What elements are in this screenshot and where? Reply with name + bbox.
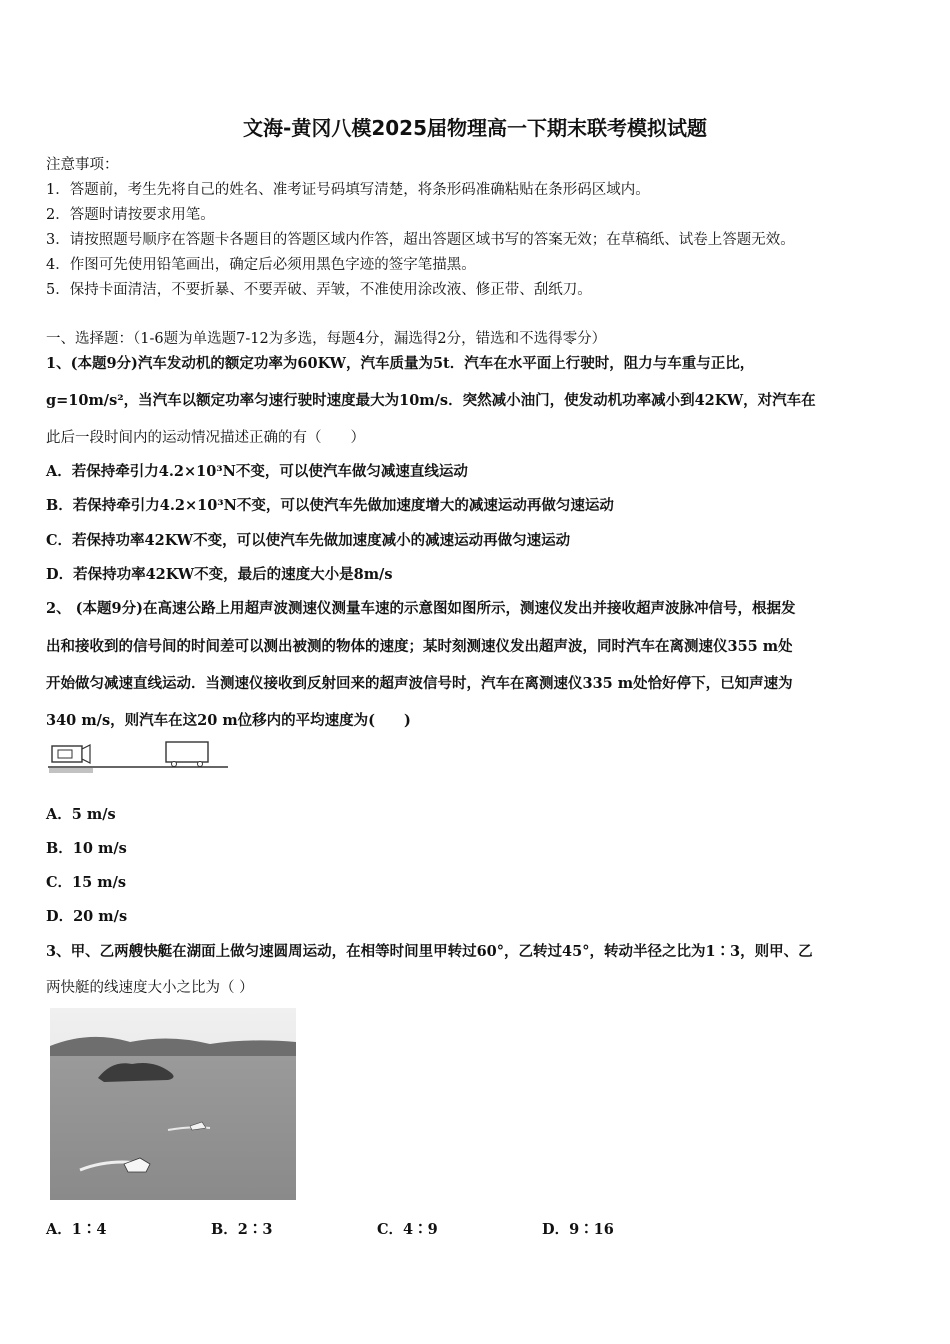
notice-item: 4．作图可先使用铅笔画出，确定后必须用黑色字迹的签字笔描黑。 [46, 257, 476, 273]
q2-option-c: C．15 m/s [46, 874, 127, 891]
q1-stem-line: 1、(本题9分)汽车发动机的额定功率为60KW，汽车质量为5t．汽车在水平面上行驶时，阻力与车重与正比， [46, 355, 755, 372]
q1-stem-line: 此后一段时间内的运动情况描述正确的有（ ） [46, 430, 365, 446]
q3-stem-line: 3、甲、乙两艘快艇在湖面上做匀速圆周运动，在相等时间里甲转过60°，乙转过45°，转动半径之比为1∶3，则甲、乙 [46, 943, 813, 960]
q2-stem-line: 2、 (本题9分)在高速公路上用超声波测速仪测量车速的示意图如图所示，测速仪发出并接收超声波脉冲信号，根据发 [46, 600, 796, 617]
q2-option-d: D．20 m/s [46, 908, 128, 925]
section-heading: 一、选择题：（1-6题为单选题7-12为多选，每题4分，漏选得2分，错选和不选得零分） [46, 331, 607, 347]
notice-item: 5．保持卡面清洁，不要折暴、不要弄破、弄皱，不准使用涂改液、修正带、刮纸刀。 [46, 282, 592, 298]
page-title: 文海-黄冈八模2025届物理高一下期末联考模拟试题 [243, 116, 707, 140]
speed-detector-icon [52, 745, 90, 763]
q1-stem-line: g=10m/s²，当汽车以额定功率匀速行驶时速度最大为10m/s．突然减小油门，使发动机功率减小到42KW，对汽车在 [46, 392, 816, 409]
q3-option-d: D．9∶16 [542, 1221, 614, 1238]
q2-option-a: A．5 m/s [46, 806, 116, 823]
car-icon [166, 742, 208, 767]
notice-item: 1．答题前，考生先将自己的姓名、准考证号码填写清楚，将条形码准确粘贴在条形码区域内。 [46, 182, 650, 198]
q2-option-b: B．10 m/s [46, 840, 127, 857]
lake-speedboats-photo [50, 1008, 296, 1200]
q3-stem-line: 两快艇的线速度大小之比为（ ） [46, 980, 254, 996]
q1-option-b: B．若保持牵引力4.2×10³N不变，可以使汽车先做加速度增大的减速运动再做匀速运动 [46, 497, 614, 514]
q1-option-a: A．若保持牵引力4.2×10³N不变，可以使汽车做匀减速直线运动 [46, 463, 468, 480]
q3-option-c: C．4∶9 [377, 1221, 438, 1238]
speed-detector-diagram [46, 740, 231, 774]
q3-option-b: B．2∶3 [211, 1221, 273, 1238]
notice-item: 3．请按照题号顺序在答题卡各题目的答题区域内作答，超出答题区域书写的答案无效；在草稿纸、试卷上答题无效。 [46, 232, 795, 248]
q1-option-c: C．若保持功率42KW不变，可以使汽车先做加速度减小的减速运动再做匀速运动 [46, 532, 571, 549]
q3-option-a: A．1∶4 [46, 1221, 107, 1238]
notice-heading: 注意事项： [46, 157, 119, 173]
q2-stem-line: 340 m/s，则汽车在这20 m位移内的平均速度为( ) [46, 712, 411, 729]
notice-item: 2．答题时请按要求用笔。 [46, 207, 215, 223]
q2-stem-line: 开始做匀减速直线运动．当测速仪接收到反射回来的超声波信号时，汽车在离测速仪335 m处恰好停下，已知声速为 [46, 675, 793, 692]
q1-option-d: D．若保持功率42KW不变，最后的速度大小是8m/s [46, 566, 393, 583]
q2-stem-line: 出和接收到的信号间的时间差可以测出被测的物体的速度；某时刻测速仪发出超声波，同时汽车在离测速仪355 m处 [46, 638, 793, 655]
